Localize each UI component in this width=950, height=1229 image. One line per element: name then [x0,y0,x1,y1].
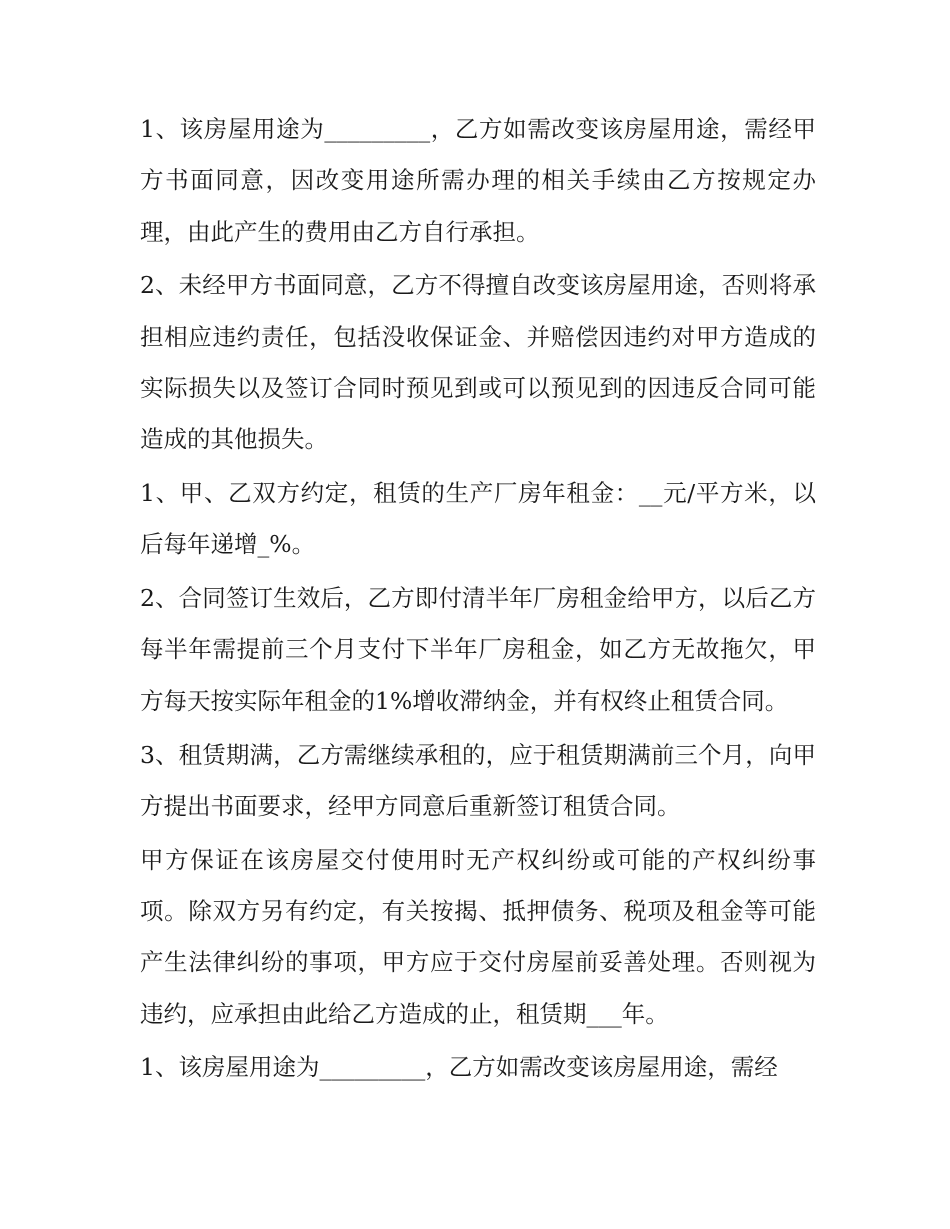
document-body [140,104,816,1096]
paragraph-usage-violation-clause: 2、未经甲方书面同意，乙方不得擅自改变该房屋用途，否则将承担相应违约责任，包括没收保证金、并赔偿因违约对甲方造成的实际损失以及签订合同时预见到或可以预见到的因违反合同可能造成的其他损失。 [140,271,816,454]
paragraph-payment-clause: 2、合同签订生效后，乙方即付清半年厂房租金给甲方，以后乙方每半年需提前三个月支付下半年厂房租金，如乙方无故拖欠，甲方每天按实际年租金的1%增收滞纳金，并有权终止租赁合同。 [140,584,816,715]
paragraph-title-guarantee-clause: 甲方保证在该房屋交付使用时无产权纠纷或可能的产权纠纷事项。除双方另有约定，有关按揭、抵押债务、税项及租金等可能产生法律纠纷的事项，甲方应于交付房屋前妥善处理。否则视为违约，应承担由此给乙方造成的止，租赁期___年。 [140,845,816,1028]
paragraph-usage-clause: 1、该房屋用途为_________，乙方如需改变该房屋用途，需经甲方书面同意，因改变用途所需办理的相关手续由乙方按规定办理，由此产生的费用由乙方自行承担。 [140,115,816,246]
paragraph-annual-rent-clause: 1、甲、乙双方约定，租赁的生产厂房年租金：__元/平方米，以后每年递增_%。 [140,479,816,559]
paragraph-renewal-clause: 3、租赁期满，乙方需继续承租的，应于租赁期满前三个月，向甲方提出书面要求，经甲方同意后重新签订租赁合同。 [140,740,816,820]
paragraph-usage-clause-repeat: 1、该房屋用途为_________，乙方如需改变该房屋用途，需经 [140,1053,778,1082]
